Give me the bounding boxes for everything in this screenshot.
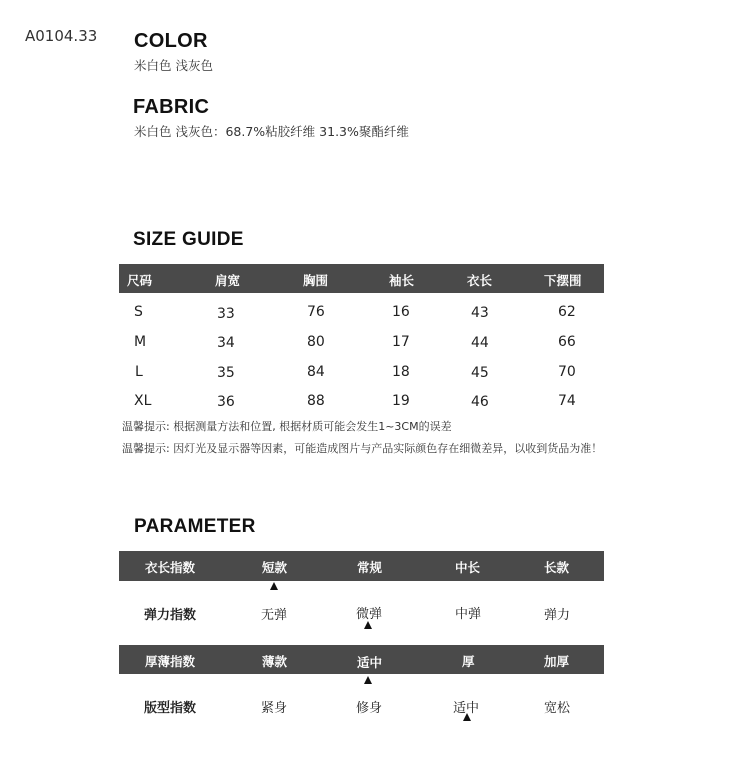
table-row [119, 364, 604, 386]
size-header-cell: 下摆围 [544, 273, 582, 288]
elasticity-selected-marker-icon [364, 621, 372, 629]
size-cell: 70 [558, 364, 576, 380]
table-row [119, 334, 604, 356]
size-cell: 17 [392, 334, 410, 350]
table-row [119, 393, 604, 415]
fit-index-row [119, 689, 604, 719]
length-option: 中长 [455, 560, 481, 575]
size-guide-heading: SIZE GUIDE [133, 229, 244, 250]
length-option: 常规 [357, 560, 383, 575]
size-cell: 88 [307, 393, 325, 409]
size-cell: 36 [217, 394, 235, 410]
size-cell: 46 [471, 394, 489, 410]
size-cell: 80 [307, 334, 325, 350]
size-cell: M [134, 334, 147, 350]
parameter-heading: PARAMETER [134, 516, 256, 537]
length-option: 长款 [544, 560, 570, 575]
fit-selected-marker-icon [463, 713, 471, 721]
size-cell: L [135, 364, 143, 380]
thickness-index-label: 厚薄指数 [145, 654, 196, 669]
size-cell: 74 [558, 393, 576, 409]
fabric-heading: FABRIC [133, 96, 210, 118]
elasticity-option: 弹力 [544, 608, 571, 623]
size-cell: 18 [392, 364, 410, 380]
size-cell: 19 [392, 393, 410, 409]
size-cell: 33 [217, 306, 235, 322]
product-code: A0104.33 [25, 27, 98, 45]
size-cell: 44 [471, 335, 489, 351]
fabric-values: 米白色 浅灰色：68.7%粘胶纤维 31.3%聚酯纤维 [134, 124, 409, 139]
size-cell: 66 [558, 334, 576, 350]
size-cell: XL [134, 393, 152, 409]
size-cell: 45 [471, 365, 489, 381]
size-cell: 84 [307, 364, 325, 380]
fit-option: 紧身 [261, 701, 288, 716]
measurement-note: 温馨提示: 根据测量方法和位置, 根据材质可能会发生1~3CM的误差 [122, 420, 452, 433]
size-table-header [119, 264, 604, 293]
size-cell: 35 [217, 365, 235, 381]
elasticity-option: 中弹 [455, 607, 482, 622]
size-header-cell: 袖长 [389, 273, 415, 288]
size-cell: 76 [307, 304, 325, 320]
size-header-cell: 胸围 [303, 273, 329, 288]
elasticity-index-label: 弹力指数 [144, 608, 197, 623]
length-index-label: 衣长指数 [145, 560, 196, 575]
thickness-index-row [119, 645, 604, 674]
size-cell: 16 [392, 304, 410, 320]
size-cell: 43 [471, 305, 489, 321]
thickness-option: 厚 [462, 654, 475, 669]
length-selected-marker-icon [270, 582, 278, 590]
fit-option: 宽松 [544, 701, 571, 716]
elasticity-option: 无弹 [261, 608, 288, 623]
color-note: 温馨提示: 因灯光及显示器等因素，可能造成图片与产品实际颜色存在细微差异，以收到货品为准！ [122, 442, 603, 455]
length-index-row [119, 551, 604, 581]
length-option: 短款 [262, 560, 288, 575]
elasticity-option: 微弹 [356, 607, 383, 622]
fit-index-label: 版型指数 [144, 701, 197, 716]
thickness-option: 薄款 [262, 654, 288, 669]
color-heading: COLOR [134, 30, 208, 52]
thickness-selected-marker-icon [364, 676, 372, 684]
fit-option: 适中 [453, 701, 480, 716]
size-header-cell: 肩宽 [215, 273, 241, 288]
thickness-option: 适中 [357, 655, 383, 670]
size-header-cell: 尺码 [127, 273, 153, 288]
color-values: 米白色 浅灰色 [134, 58, 213, 73]
fit-option: 修身 [356, 701, 383, 716]
size-cell: 34 [217, 335, 235, 351]
size-cell: 62 [558, 304, 576, 320]
size-header-cell: 衣长 [467, 273, 493, 288]
size-cell: S [134, 304, 143, 320]
table-row [119, 304, 604, 326]
elasticity-index-row [119, 596, 604, 626]
thickness-option: 加厚 [544, 654, 570, 669]
